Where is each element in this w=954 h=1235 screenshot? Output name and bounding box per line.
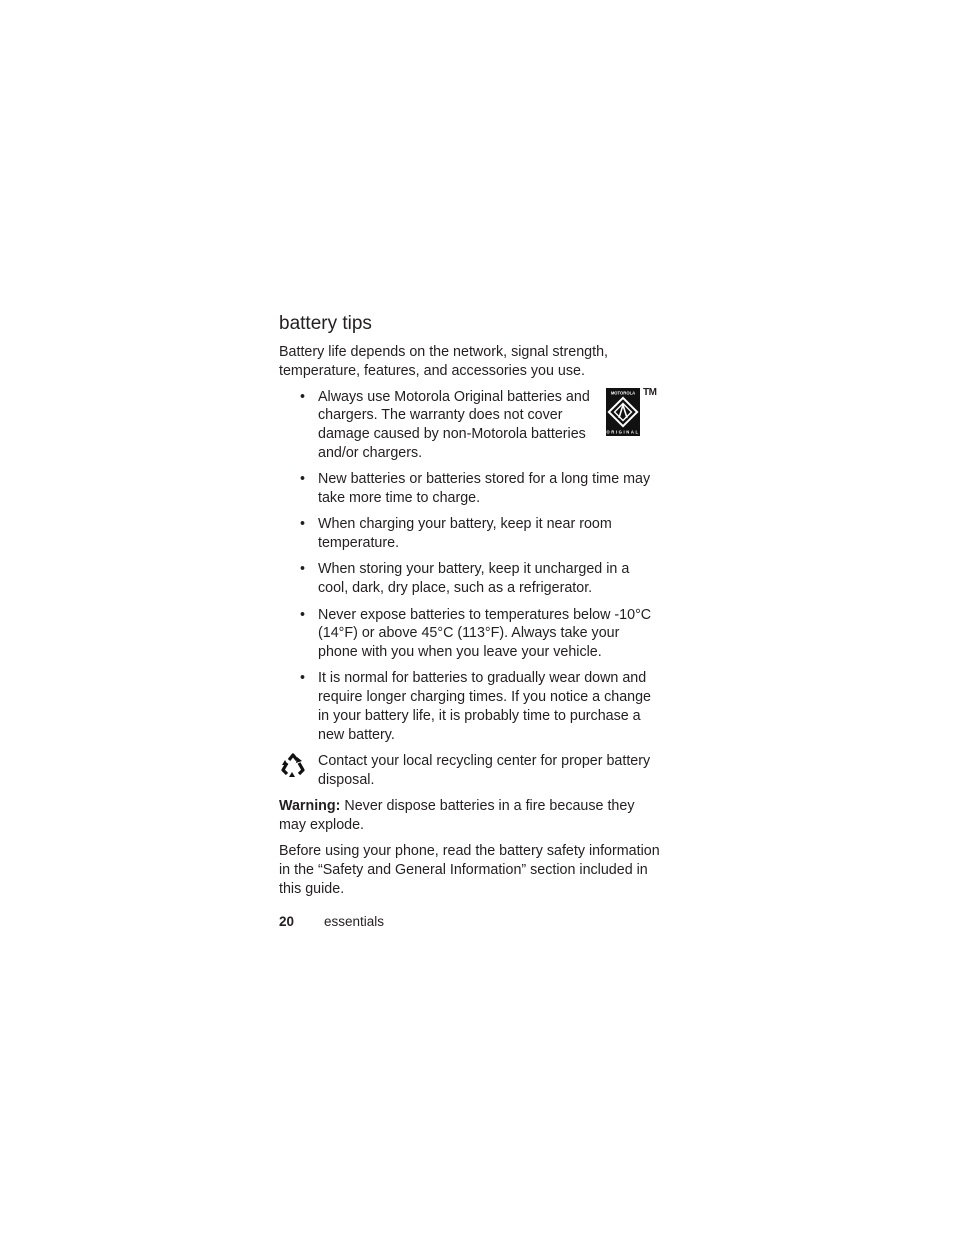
motorola-original-badge-icon bbox=[606, 388, 640, 436]
tip-text: When storing your battery, keep it uncharged in a cool, dark, dry place, such as a refrigerator. bbox=[318, 561, 630, 597]
recycle-text: Contact your local recycling center for proper battery disposal. bbox=[318, 753, 651, 788]
list-item bbox=[279, 388, 661, 463]
bullet: • bbox=[300, 561, 306, 578]
warning-label: Warning: bbox=[279, 798, 341, 815]
svg-text:MOTOROLA: MOTOROLA bbox=[610, 390, 636, 396]
warning-paragraph bbox=[279, 797, 661, 835]
bullet: • bbox=[300, 471, 306, 488]
bullet: • bbox=[300, 606, 306, 623]
tip-text: It is normal for batteries to gradually wear down and require longer charging times. If you notice a change in your battery life, it is probably time to purchase a new battery. bbox=[318, 670, 651, 743]
intro-paragraph: Battery life depends on the network, signal strength, temperature, features, and accessories you use. bbox=[279, 344, 609, 379]
tip-text: Always use Motorola Original batteries and chargers. The warranty does not cover damage caused by non-Motorola batteries and/or chargers. bbox=[318, 388, 590, 461]
list-item bbox=[279, 669, 661, 744]
motorola-original-logo bbox=[606, 388, 660, 436]
tip-text: Never expose batteries to temperatures below -10°C (14°F) or above 45°C (113°F). Always take your phone with you when you leave your vehicle. bbox=[318, 606, 652, 661]
svg-text:ORIGINAL: ORIGINAL bbox=[606, 429, 640, 435]
section-heading: battery tips bbox=[279, 313, 372, 334]
bullet: • bbox=[300, 516, 306, 533]
list-item bbox=[279, 606, 661, 662]
list-item bbox=[279, 560, 661, 598]
tips-list bbox=[279, 388, 661, 745]
page-footer bbox=[279, 914, 384, 929]
recycle-icon bbox=[279, 752, 307, 780]
tip-text: New batteries or batteries stored for a long time may take more time to charge. bbox=[318, 471, 651, 507]
trademark-mark: TM bbox=[643, 386, 657, 398]
page-number: 20 bbox=[279, 914, 295, 929]
section-name: essentials bbox=[324, 914, 385, 929]
recycle-note bbox=[279, 752, 661, 790]
tip-text: When charging your battery, keep it near room temperature. bbox=[318, 516, 612, 552]
warning-text: Never dispose batteries in a fire because they may explode. bbox=[279, 798, 635, 834]
page-content bbox=[279, 312, 661, 899]
safety-paragraph: Before using your phone, read the battery safety information in the “Safety and General Information” section included in this guide. bbox=[279, 843, 660, 897]
bullet: • bbox=[300, 388, 306, 405]
list-item bbox=[279, 515, 661, 553]
list-item bbox=[279, 470, 661, 508]
bullet: • bbox=[300, 670, 306, 687]
